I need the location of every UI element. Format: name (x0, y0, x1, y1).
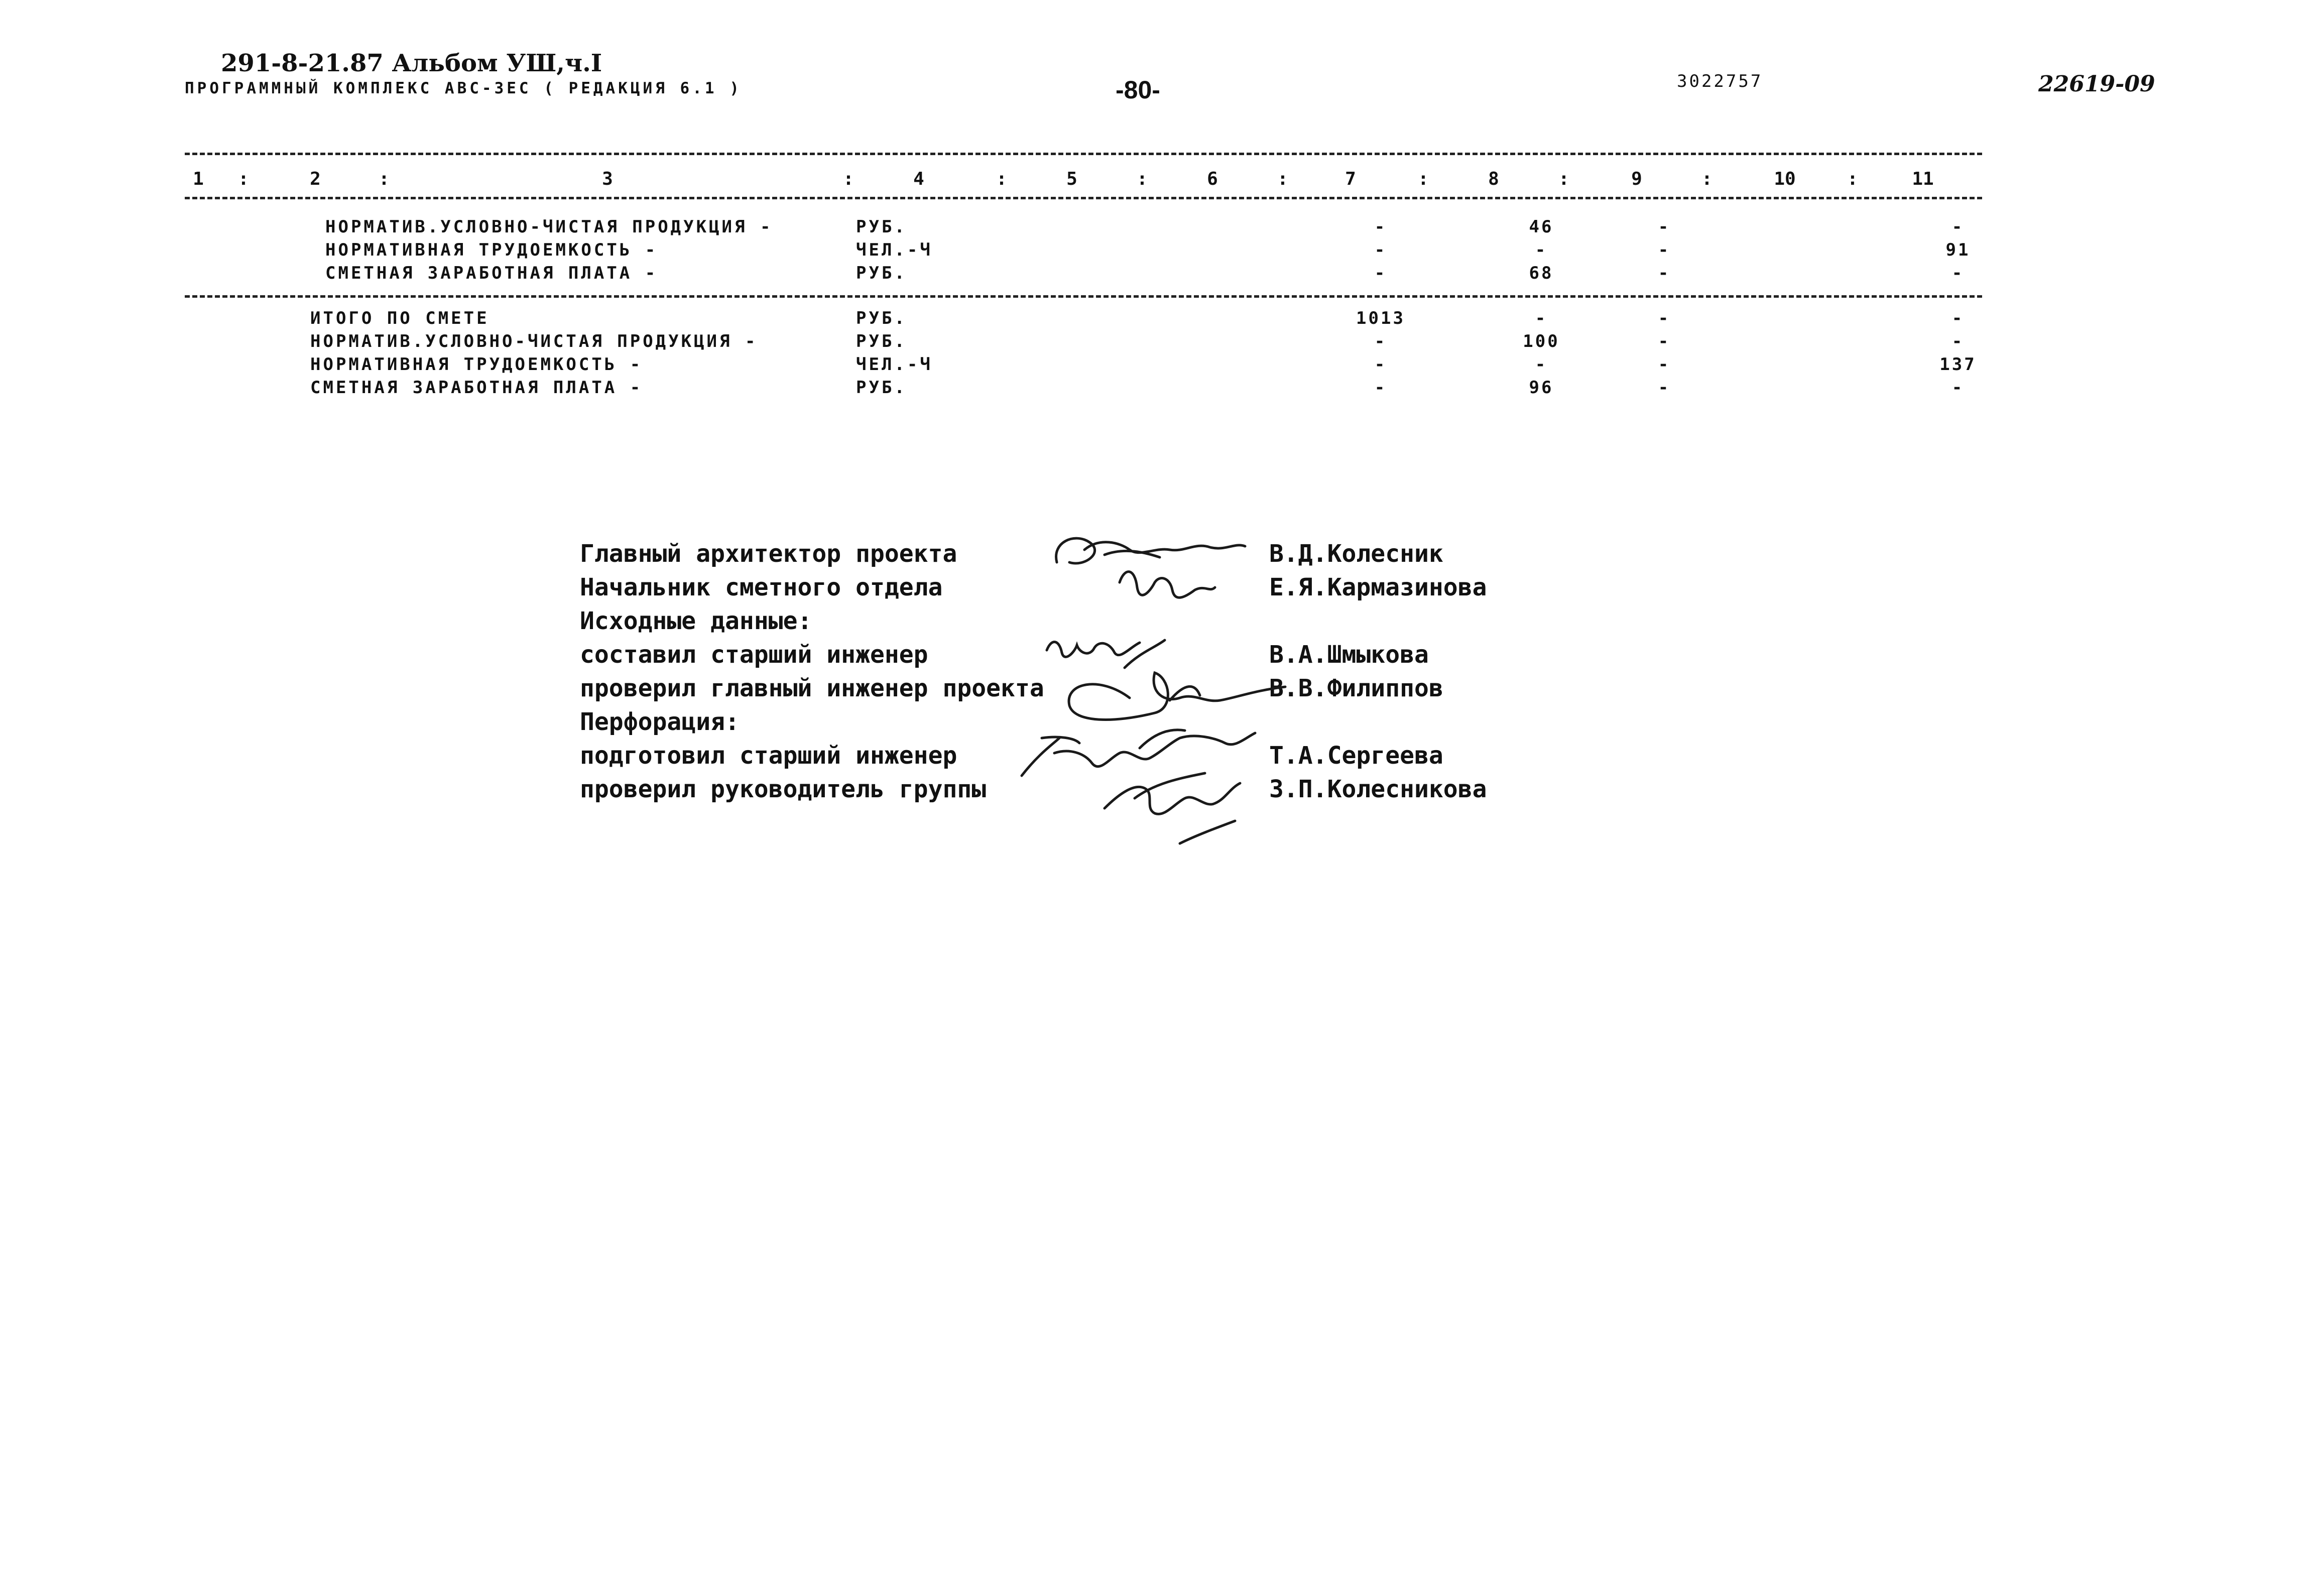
cell-col9: - (1658, 308, 1671, 328)
program-line: ПРОГРАММНЫЙ КОМПЛЕКС АВС-ЗЕС ( РЕДАКЦИЯ 6.1 ) (185, 79, 742, 97)
column-number: 7 (1345, 169, 1356, 189)
cell-col11: - (1951, 263, 1965, 283)
cell-col11: 137 (1939, 354, 1977, 375)
column-separator: : (1418, 169, 1429, 189)
row-label: НОРМАТИВ.УСЛОВНО-ЧИСТАЯ ПРОДУКЦИЯ - (310, 331, 758, 351)
signatory-name: В.Д.Колесник (1269, 540, 1443, 568)
cell-col8: - (1535, 308, 1548, 328)
column-separator: : (379, 169, 390, 189)
cell-col9: - (1658, 331, 1671, 351)
row-label: НОРМАТИВНАЯ ТРУДОЕМКОСТЬ - (310, 354, 643, 375)
signatory-role: составил старший инженер (580, 641, 928, 669)
signatory-role: подготовил старший инженер (580, 742, 957, 770)
cell-col7: - (1374, 354, 1387, 375)
signatory-role: Начальник сметного отдела (580, 573, 943, 601)
signatory-name: Т.А.Сергеева (1269, 742, 1443, 770)
cell-col9: - (1658, 240, 1671, 260)
row-label: ИТОГО ПО СМЕТЕ (310, 308, 490, 328)
cell-col11: - (1951, 217, 1965, 237)
column-separator: : (1847, 169, 1858, 189)
cell-col11: - (1951, 331, 1965, 351)
cell-col9: - (1658, 263, 1671, 283)
cell-col8: - (1535, 354, 1548, 375)
signatory-name: З.П.Колесникова (1269, 775, 1487, 803)
row-unit: РУБ. (856, 331, 907, 351)
cell-col8: - (1535, 240, 1548, 260)
signatory-role: Исходные данные: (580, 607, 812, 635)
column-separator: : (1277, 169, 1288, 189)
column-number: 3 (602, 169, 613, 189)
cell-col7: - (1374, 331, 1387, 351)
column-separator: : (843, 169, 854, 189)
row-label: СМЕТНАЯ ЗАРАБОТНАЯ ПЛАТА - (325, 263, 658, 283)
column-separator: : (238, 169, 249, 189)
row-unit: РУБ. (856, 308, 907, 328)
cell-col8: 96 (1529, 378, 1554, 398)
signatory-name: В.В.Филиппов (1269, 674, 1443, 702)
column-number: 6 (1207, 169, 1218, 189)
row-unit: РУБ. (856, 378, 907, 398)
row-label: СМЕТНАЯ ЗАРАБОТНАЯ ПЛАТА - (310, 378, 643, 398)
cell-col11: - (1951, 308, 1965, 328)
page-number: -80- (1116, 76, 1160, 104)
cell-col7: - (1374, 240, 1387, 260)
column-number: 5 (1066, 169, 1077, 189)
column-number: 4 (913, 169, 924, 189)
reference-number: 22619-09 (2038, 71, 2155, 97)
row-label: НОРМАТИВНАЯ ТРУДОЕМКОСТЬ - (325, 240, 658, 260)
signatory-role: проверил главный инженер проекта (580, 674, 1044, 702)
signatory-role: Главный архитектор проекта (580, 540, 957, 568)
cell-col8: 46 (1529, 217, 1554, 237)
row-unit: ЧЕЛ.-Ч (856, 240, 933, 260)
column-number: 9 (1631, 169, 1642, 189)
cell-col7: 1013 (1356, 308, 1405, 328)
cell-col9: - (1658, 217, 1671, 237)
album-title: 291-8-21.87 Альбом УШ,ч.I (221, 49, 602, 77)
column-number: 10 (1774, 169, 1796, 189)
signatory-role: Перфорация: (580, 708, 740, 736)
cell-col7: - (1374, 378, 1387, 398)
cell-col11: - (1951, 378, 1965, 398)
row-label: НОРМАТИВ.УСЛОВНО-ЧИСТАЯ ПРОДУКЦИЯ - (325, 217, 773, 237)
signatory-name: В.А.Шмыкова (1269, 641, 1429, 669)
cell-col9: - (1658, 354, 1671, 375)
cell-col8: 68 (1529, 263, 1554, 283)
cell-col7: - (1374, 263, 1387, 283)
cell-col7: - (1374, 217, 1387, 237)
column-separator: : (1701, 169, 1713, 189)
row-unit: РУБ. (856, 217, 907, 237)
column-separator: : (1558, 169, 1569, 189)
column-separator: : (996, 169, 1007, 189)
column-separator: : (1137, 169, 1148, 189)
signatory-role: проверил руководитель группы (580, 775, 987, 803)
row-unit: РУБ. (856, 263, 907, 283)
column-number: 2 (310, 169, 321, 189)
document-code: 3022757 (1677, 71, 1763, 91)
signatory-name: Е.Я.Кармазинова (1269, 573, 1487, 601)
column-number: 1 (193, 169, 204, 189)
column-number: 8 (1488, 169, 1499, 189)
column-number: 11 (1912, 169, 1934, 189)
row-unit: ЧЕЛ.-Ч (856, 354, 933, 375)
cell-col11: 91 (1945, 240, 1971, 260)
cell-col8: 100 (1523, 331, 1560, 351)
cell-col9: - (1658, 378, 1671, 398)
